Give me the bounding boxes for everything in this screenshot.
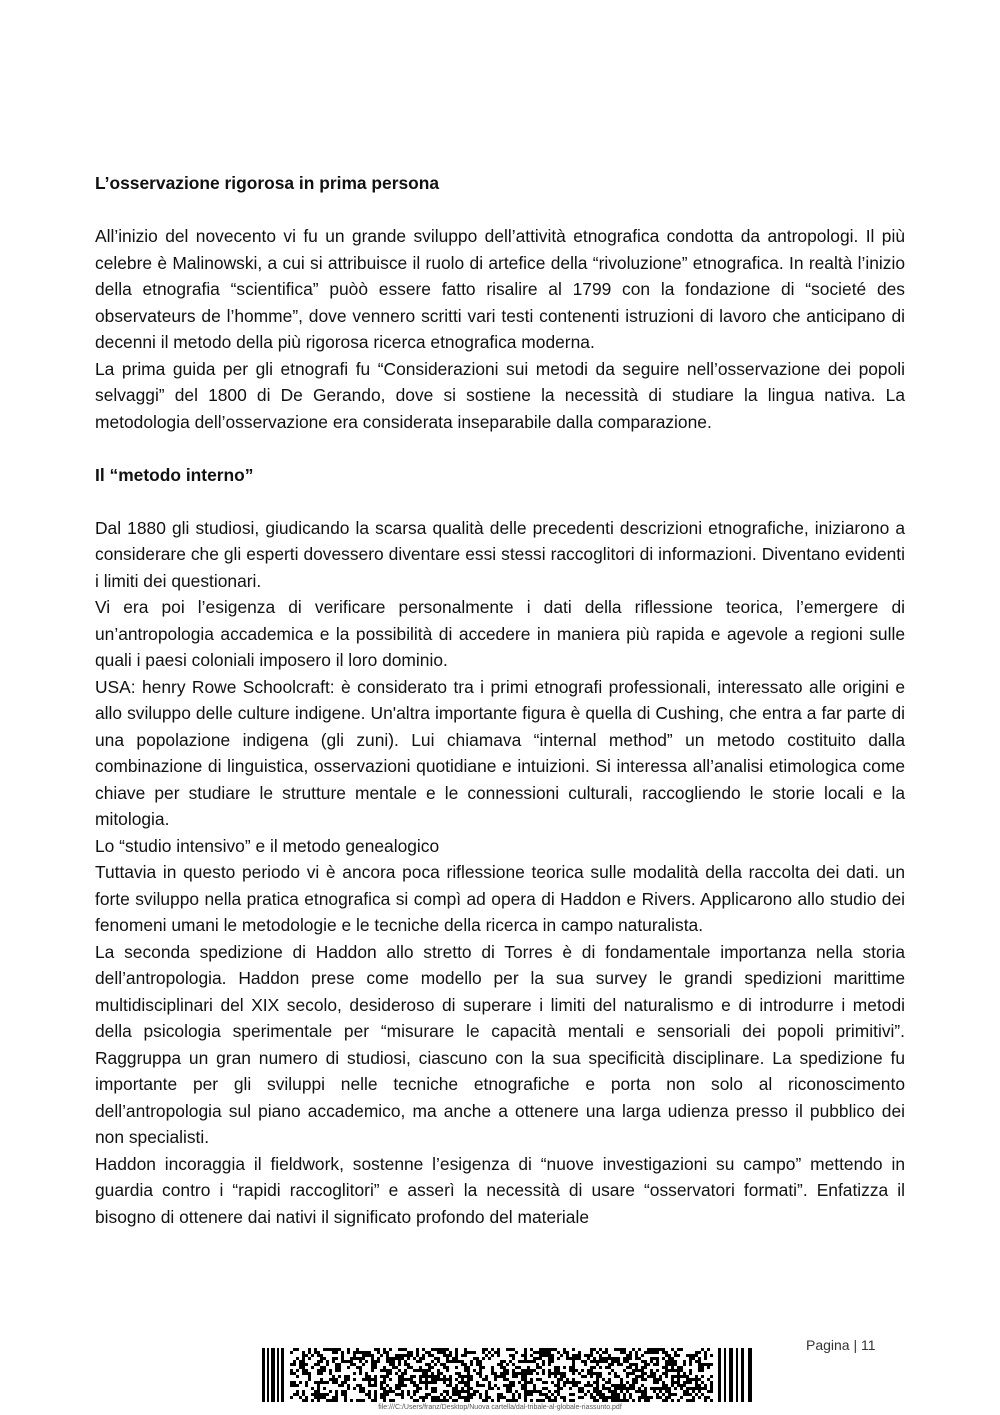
paragraph: Dal 1880 gli studiosi, giudicando la scarsa qualità delle precedenti descrizioni etnografiche, iniziarono a considerare che gli esperti dovessero diventare essi stessi raccoglitori di informazioni. Diventano evidenti i limiti dei questionari. [95,517,905,591]
spacer [95,488,905,515]
paragraph: La prima guida per gli etnografi fu “Considerazioni sui metodi da seguire nell’osservazione dei popoli selvaggi” del 1800 di De Gerando, dove si sostiene la necessità di studiare la lingua nativa. La metodologia dell’osservazione era considerata inseparabile dalla comparazione. [95,358,905,432]
paragraph: USA: henry Rowe Schoolcraft: è considerato tra i primi etnografi professionali, interessato alle origini e allo sviluppo delle culture indigene. Un'altra importante figura è quella di Cushing, che entra a far parte di una popolazione indigena (gli zuni). Lui chiamava “internal method” un metodo costituito dalla combinazione di linguistica, osservazioni quotidiane e intuizioni. Si interessa all’analisi etimologica come chiave per studiare le strutture mentale e le connessioni culturali, raccogliendo le storie locali e la mitologia. [95,676,905,829]
paragraph: Haddon incoraggia il fieldwork, sostenne l’esigenza di “nuove investigazioni su campo” mettendo in guardia contro i “rapidi raccoglitori” e asserì la necessità di usare “osservatori formati”. Enfatizza il bisogno di ottenere dai nativi il significato profondo del materiale [95,1153,905,1227]
subheading-line: Lo “studio intensivo” e il metodo genealogico [95,835,440,856]
spacer [95,197,905,224]
paragraph: Tuttavia in questo periodo vi è ancora poca riflessione teorica sulle modalità della raccolta dei dati. un forte sviluppo nella pratica etnografica si compì ad opera di Haddon e Rivers. Applicarono allo studio dei fenomeni umani le metodologie e le tecniche della ricerca in campo naturalista. [95,862,905,935]
section-heading-osservazione: L’osservazione rigorosa in prima persona [95,173,440,193]
paragraph: All’inizio del novecento vi fu un grande sviluppo dell’attività etnografica condotta da antropologi. Il più celebre è Malinowski, a cui si attribuisce il ruolo di artefice della “rivoluzione” etnografica. In realtà l’inizio della etnografia “scientifica” puòò essere fatto risalire al 1799 con la fondazione di “societé des observateurs de l’homme”, dove vennero scritti vari testi contenenti istruzioni di lavoro che anticipano di decenni il metodo della più rigorosa ricerca etnografica moderna. [95,226,905,352]
spacer [95,435,905,462]
paragraph: La seconda spedizione di Haddon allo stretto di Torres è di fondamentale importanza nella storia dell’antropologia. Haddon prese come modello per la sua survey le grandi spedizioni marittime multidisciplinari del XIX secolo, desideroso di superare i limiti del naturalismo e di introdurre i metodi della psicologia sperimentale per “misurare le capacità mentali e sensoriali dei popoli primitivi”. Raggruppa un gran numero di studiosi, ciascuno con la sua specificità disciplinare. La spedizione fu importante per gli sviluppi nelle tecniche etnografiche e porta non solo al riconoscimento dell’antropologia sul piano accademico, ma anche a ottenere una larga udienza presso il pubblico dei non specialisti. [95,941,905,1147]
file-path: file:///C:/Users/franz/Desktop/Nuova cartella/dal-tribale-al-globale-riassunto.pdf [378,1404,622,1411]
document-body [95,170,905,1230]
paragraph: Vi era poi l’esigenza di verificare personalmente i dati della riflessione teorica, l’emergere di un’antropologia accademica e la possibilità di accedere in maniera più rapida e agevole a regioni sulle quali i paesi coloniali imposero il loro dominio. [95,597,905,670]
section-heading-metodo-interno: Il “metodo interno” [95,464,254,485]
page-number: Pagina | 11 [806,1337,876,1353]
barcode-image [262,1348,754,1402]
